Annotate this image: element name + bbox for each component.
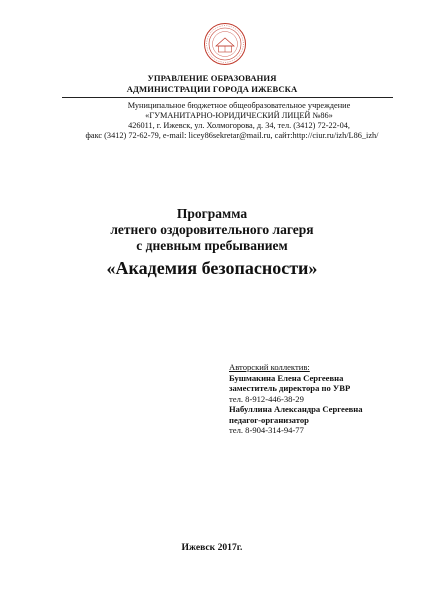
program-title: «Академия безопасности» <box>106 258 318 278</box>
institution-name: «ГУМАНИТАРНО-ЮРИДИЧЕСКИЙ ЛИЦЕЙ №86» <box>145 111 333 120</box>
header-department: УПРАВЛЕНИЕ ОБРАЗОВАНИЯ <box>147 73 277 83</box>
program-subtitle-2: с дневным пребыванием <box>136 238 288 253</box>
header-divider <box>62 97 393 98</box>
author-2-name: Набуллина Александра Сергеевна <box>229 404 363 414</box>
author-1-phone: тел. 8-912-446-38-29 <box>229 393 304 404</box>
header-administration: АДМИНИСТРАЦИИ ГОРОДА ИЖЕВСКА <box>126 84 298 94</box>
authors-block <box>229 362 414 436</box>
city-year: Ижевск 2017г. <box>181 542 243 553</box>
program-subtitle-1: летнего оздоровительного лагеря <box>110 222 314 237</box>
author-2-role: педагог-организатор <box>229 414 309 425</box>
author-2-phone: тел. 8-904-314-94-77 <box>229 425 304 435</box>
institution-contacts: факс (3412) 72-62-79, e-mail: licey86sekretar@mail.ru, сайт:http://ciur.ru/izh/L86_izh/ <box>85 131 379 140</box>
author-1-name: Бушмакина Елена Сергеевна <box>229 372 344 383</box>
institution-type: Муниципальное бюджетное общеобразовательное учреждение <box>127 101 351 110</box>
author-1-role: заместитель директора по УВР <box>229 383 351 393</box>
lyceum-seal-logo <box>203 22 247 66</box>
institution-address: 426011, г. Ижевск, ул. Холмогорова, д. 34, тел. (3412) 72-22-04, <box>128 121 350 130</box>
authors-heading: Авторский коллектив: <box>229 362 310 372</box>
program-label: Программа <box>176 206 248 221</box>
